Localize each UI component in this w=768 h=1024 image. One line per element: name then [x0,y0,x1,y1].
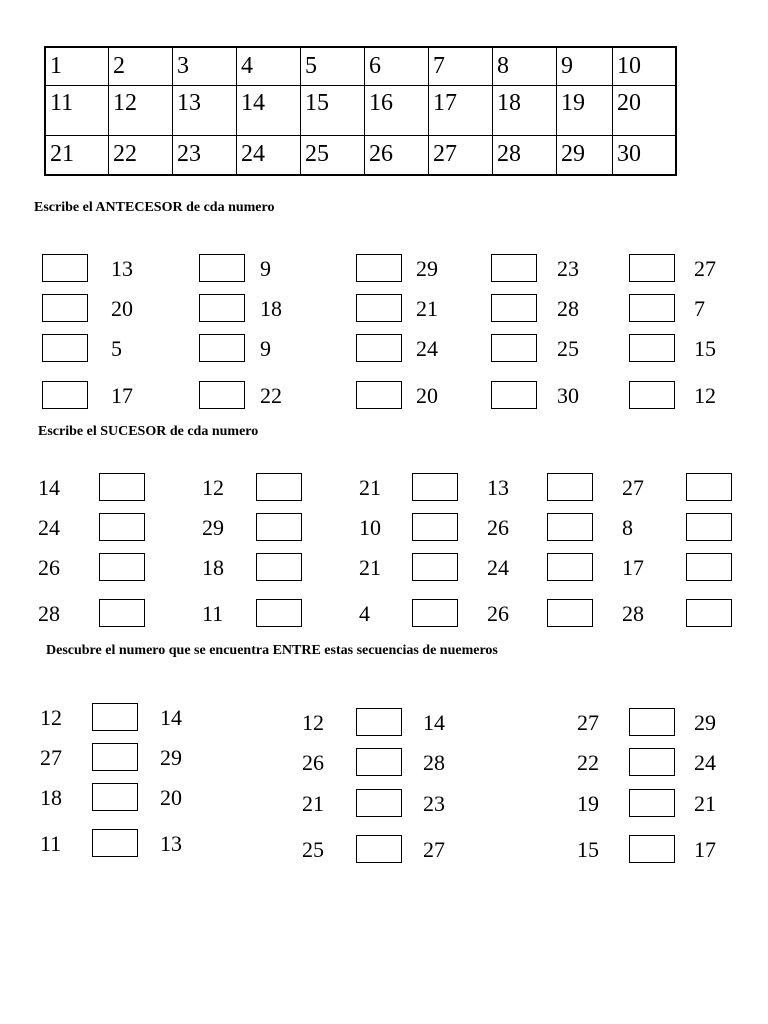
answer-box[interactable] [99,513,145,541]
answer-box[interactable] [629,789,675,817]
given-number: 9 [260,256,271,281]
answer-box[interactable] [629,254,675,282]
sequence-before-number: 27 [40,745,62,770]
given-number: 17 [111,383,133,408]
answer-box[interactable] [42,381,88,409]
given-number: 21 [359,475,381,500]
answer-box[interactable] [629,748,675,776]
sequence-before-number: 19 [577,791,599,816]
answer-box[interactable] [629,294,675,322]
given-number: 24 [416,336,438,361]
given-number: 27 [694,256,716,281]
answer-box[interactable] [356,381,402,409]
answer-box[interactable] [199,334,245,362]
given-number: 26 [38,555,60,580]
grid-cell: 26 [365,136,429,174]
sequence-after-number: 27 [423,837,445,862]
given-number: 7 [694,296,705,321]
grid-cell: 7 [429,48,493,86]
answer-box[interactable] [92,829,138,857]
answer-box[interactable] [99,599,145,627]
grid-cell: 12 [109,86,173,136]
answer-box[interactable] [491,294,537,322]
given-number: 29 [202,515,224,540]
given-number: 24 [487,555,509,580]
grid-cell: 22 [109,136,173,174]
grid-cell: 23 [173,136,237,174]
sequence-after-number: 20 [160,785,182,810]
answer-box[interactable] [356,708,402,736]
answer-box[interactable] [256,553,302,581]
sequence-before-number: 26 [302,750,324,775]
sequence-after-number: 24 [694,750,716,775]
given-number: 27 [622,475,644,500]
sequence-after-number: 23 [423,791,445,816]
grid-cell: 14 [237,86,301,136]
grid-cell: 9 [557,48,613,86]
given-number: 20 [111,296,133,321]
grid-cell: 10 [613,48,675,86]
sequence-before-number: 22 [577,750,599,775]
given-number: 15 [694,336,716,361]
given-number: 30 [557,383,579,408]
answer-box[interactable] [356,254,402,282]
grid-cell: 5 [301,48,365,86]
answer-box[interactable] [356,294,402,322]
given-number: 4 [359,601,370,626]
grid-cell: 15 [301,86,365,136]
given-number: 23 [557,256,579,281]
given-number: 22 [260,383,282,408]
grid-cell: 8 [493,48,557,86]
answer-box[interactable] [547,599,593,627]
grid-cell: 16 [365,86,429,136]
given-number: 18 [202,555,224,580]
given-number: 5 [111,336,122,361]
given-number: 10 [359,515,381,540]
answer-box[interactable] [686,553,732,581]
answer-box[interactable] [491,334,537,362]
answer-box[interactable] [199,254,245,282]
sequence-after-number: 13 [160,831,182,856]
sequence-after-number: 21 [694,791,716,816]
sucesor-heading: Escribe el SUCESOR de cda numero [38,424,259,439]
answer-box[interactable] [356,789,402,817]
answer-box[interactable] [92,783,138,811]
answer-box[interactable] [412,473,458,501]
antecesor-heading: Escribe el ANTECESOR de cda numero [34,200,275,215]
sequence-after-number: 14 [160,705,182,730]
answer-box[interactable] [99,473,145,501]
answer-box[interactable] [686,513,732,541]
sequence-before-number: 12 [40,705,62,730]
sequence-after-number: 28 [423,750,445,775]
answer-box[interactable] [412,513,458,541]
grid-cell: 19 [557,86,613,136]
grid-cell: 20 [613,86,675,136]
grid-cell: 28 [493,136,557,174]
grid-cell: 24 [237,136,301,174]
given-number: 17 [622,555,644,580]
sequence-before-number: 21 [302,791,324,816]
sequence-before-number: 11 [40,831,62,856]
grid-cell: 30 [617,141,641,167]
grid-cell: 6 [365,48,429,86]
given-number: 11 [202,601,224,626]
given-number: 13 [111,256,133,281]
answer-box[interactable] [629,334,675,362]
grid-cell: 25 [301,136,365,174]
grid-cell: 4 [237,48,301,86]
answer-box[interactable] [42,334,88,362]
grid-cell: 17 [429,86,493,136]
answer-box[interactable] [491,381,537,409]
given-number: 26 [487,601,509,626]
grid-cell: 3 [173,48,237,86]
grid-cell: 27 [429,136,493,174]
given-number: 13 [487,475,509,500]
given-number: 21 [416,296,438,321]
answer-box[interactable] [356,835,402,863]
grid-cell: 13 [173,86,237,136]
answer-box[interactable] [629,708,675,736]
given-number: 28 [38,601,60,626]
grid-cell: 21 [46,136,109,174]
sequence-before-number: 18 [40,785,62,810]
sequence-before-number: 12 [302,710,324,735]
sequence-after-number: 17 [694,837,716,862]
answer-box[interactable] [686,599,732,627]
answer-box[interactable] [629,381,675,409]
grid-cell: 11 [46,86,109,136]
sequence-after-number: 14 [423,710,445,735]
given-number: 29 [416,256,438,281]
answer-box[interactable] [356,334,402,362]
answer-box[interactable] [547,553,593,581]
number-grid [44,46,677,176]
grid-cell: 2 [109,48,173,86]
given-number: 18 [260,296,282,321]
answer-box[interactable] [547,473,593,501]
given-number: 9 [260,336,271,361]
grid-cell: 29 [557,136,613,174]
answer-box[interactable] [256,599,302,627]
given-number: 8 [622,515,633,540]
answer-box[interactable] [412,599,458,627]
sequence-after-number: 29 [160,745,182,770]
answer-box[interactable] [92,703,138,731]
grid-cell: 1 [46,48,109,86]
sequence-before-number: 15 [577,837,599,862]
answer-box[interactable] [256,473,302,501]
given-number: 21 [359,555,381,580]
sequence-before-number: 27 [577,710,599,735]
given-number: 12 [202,475,224,500]
answer-box[interactable] [356,748,402,776]
answer-box[interactable] [256,513,302,541]
entre-heading: Descubre el numero que se encuentra ENTRE estas secuencias de nuemeros [46,643,498,658]
given-number: 25 [557,336,579,361]
given-number: 26 [487,515,509,540]
sequence-before-number: 25 [302,837,324,862]
answer-box[interactable] [686,473,732,501]
given-number: 28 [622,601,644,626]
answer-box[interactable] [42,294,88,322]
sequence-after-number: 29 [694,710,716,735]
answer-box[interactable] [199,381,245,409]
grid-cell: 18 [493,86,557,136]
answer-box[interactable] [412,553,458,581]
answer-box[interactable] [99,553,145,581]
answer-box[interactable] [92,743,138,771]
answer-box[interactable] [547,513,593,541]
answer-box[interactable] [42,254,88,282]
given-number: 12 [694,383,716,408]
given-number: 20 [416,383,438,408]
answer-box[interactable] [199,294,245,322]
given-number: 24 [38,515,60,540]
given-number: 14 [38,475,60,500]
answer-box[interactable] [629,835,675,863]
given-number: 28 [557,296,579,321]
answer-box[interactable] [491,254,537,282]
